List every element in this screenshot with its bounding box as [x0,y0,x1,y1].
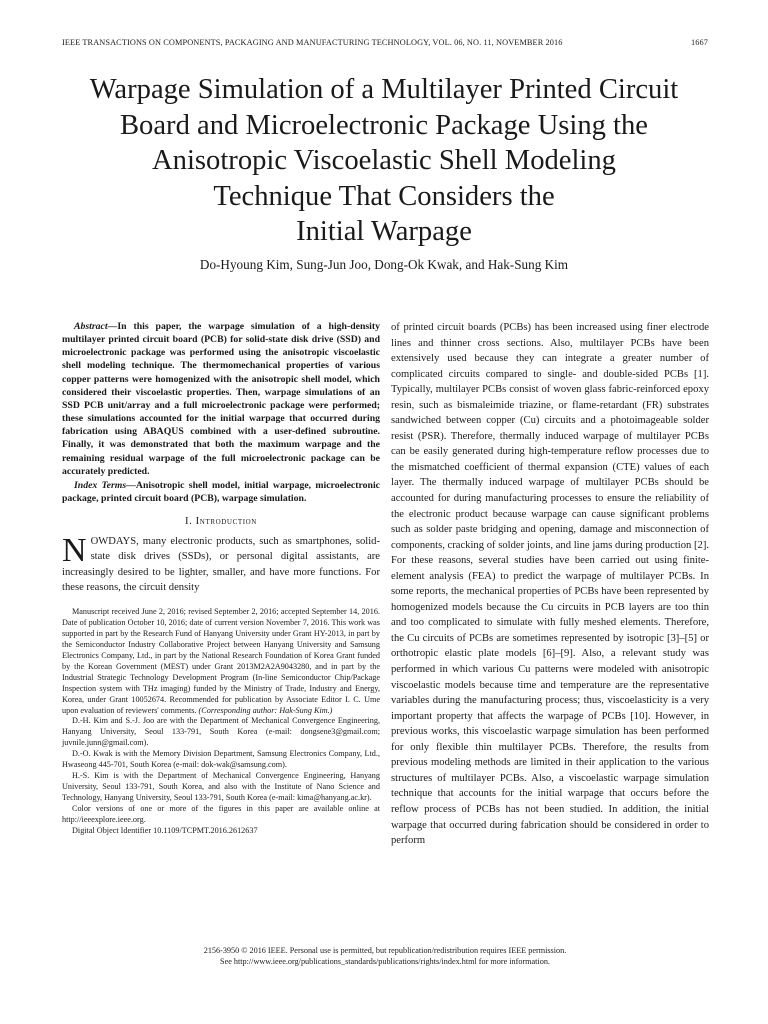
left-column [62,320,380,837]
section-numeral: I. [185,516,196,528]
footnote-doi: Digital Object Identifier 10.1109/TCPMT.2016.2612637 [72,825,258,835]
body-paragraph: of printed circuit boards (PCBs) has been increased using finer electrode lines and thinner cross sections. Also, multilayer PCBs have been extensively used because they can integrate a greater number of complicated circuits compared to single- and double-sided PCBs [1]. Typically, multilayer PCBs consist of woven glass fabric-reinforced epoxy resin, such as bismaleimide triazine, or flame-retardant (FR) substrates sandwiched between copper (Cu) circuits and a photoimageable solder resist (PSR). Therefore, thermally induced warpage of multilayer PCBs can be easily generated during high-temperature reflow processes due to the mismatched coefficient of thermal expansion (CTE) values of each layer. The thermally induced warpage of multilayer PCBs should be accounted for during manufacturing processes to ensure the reliability of the electronic product because warpage can cause significant problems such as solder paste bridging and opening, damage and misconnection of components, cracking of solder joints, and line jams during production [2]. For these reasons, several studies have been carried out using finite-element analysis (FEA) to predict the warpage of multilayer PCBs. In some reports, the mechanical properties of PCBs have been represented by homogenized models because the Cu circuits in PCB layers are too thin and too complicated to simulate with fully meshed elements. Therefore, the Cu circuits of PCBs are sometimes represented by isotropic [3]–[5] or orthotropic elastic plate models [6]–[9]. Also, a relevant study was performed in which various Cu patterns were modeled with anisotropic viscoelastic models because time and temperature are the representative variables during the manufacturing process; thus, viscoelasticity is a very important property that affects the warpage of PCBs [10]. However, in previous works, this viscoelastic warpage simulation has been performed for only flexible thin multilayer PCBs. Therefore, the results from previous modeling methods are limited in their application to the various structures of multilayer PCBs. Also, a viscoelastic warpage simulation technique that accounts for the initial warpage that occurs before the reflow process of PCBs has not been studied. In addition, the initial warpage that occurred during fabrication should be considered in order to perform [391,322,709,847]
intro-paragraph [62,531,380,596]
first-word: OWDAYS, [90,535,139,547]
title-line: Initial Warpage [296,216,472,247]
title-line: Board and Microelectronic Package Using the [119,109,648,141]
copyright-line: 2156-3950 © 2016 IEEE. Personal use is permitted, but republication/redistribution requires IEEE permission. [203,946,567,955]
author-list: Do-Hyoung Kim, Sung-Jun Joo, Dong-Ok Kwak, and Hak-Sung Kim [199,257,569,272]
footnotes [62,607,380,837]
footnote-affiliation: H.-S. Kim is with the Department of Mechanical Convergence Engineering, Hanyang University, Seoul 133-791, South Korea, and also with the Institute of Nano Science and Technology, Hanyang University, Seoul 133-791, South Korea (e-mail: kima@hanyang.ac.kr). [62,771,380,803]
index-terms-text: Anisotropic shell model, initial warpage, microelectronic package, printed circuit board (PCB), warpage simulation. [62,479,380,505]
footnote-affiliation: D.-O. Kwak is with the Memory Division Department, Samsung Electronics Company, Ltd., Hwaseong 445-701, South Korea (e-mail: dok-wak@samsung.com). [62,749,380,770]
right-column [391,320,709,849]
index-terms [62,479,380,505]
drop-cap: N [62,531,87,569]
footnote-color: Color versions of one or more of the figures in this paper are available online at http://ieeexplore.ieee.org. [62,804,380,825]
abstract-text: In this paper, the warpage simulation of a high-density multilayer printed circuit board (PCB) for solid-state disk drive (SSD) and microelectronic package was performed using the anisotropic viscoelastic shell modeling technique. The thermomechanical properties of various copper patterns were homogenized with the anisotropic shell model, which considered their viscoelastic properties. Then, warpage simulations of an SSD PCB unit/array and a full microelectronic package were performed; these simulations accounted for the initial warpage that occurred during fabrication using ABAQUS combined with a user-defined subroutine. Finally, it was demonstrated that both the maximum warpage and the remaining residual warpage of the full microelectronic package can be accurately predicted. [62,321,380,477]
rights-link: See http://www.ieee.org/publications_standards/publications/rights/index.html for more information. [220,957,550,966]
section-heading [62,514,380,530]
journal-name: IEEE TRANSACTIONS ON COMPONENTS, PACKAGING AND MANUFACTURING TECHNOLOGY, VOL. 06, NO. 11, NOVEMBER 2016 [62,38,563,47]
footnote-affiliation: D.-H. Kim and S.-J. Joo are with the Department of Mechanical Convergence Engineering, Hanyang University, Seoul 133-791, South Korea (e-mail: dongsene3@gmail.com; juvnile.junn@gmail.com). [62,716,380,748]
corresponding-author: (Corresponding author: Hak-Sung Kim.) [198,705,333,715]
paper-title [40,72,728,250]
page-number: 1667 [691,38,708,47]
intro-text: many electronic products, such as smartphones, solid-state disk drives (SSDs), or personal digital assistants, are increasingly desired to be lighter, smaller, and have more functions. For these reasons, the circuit density [62,535,380,594]
title-line: Anisotropic Viscoelastic Shell Modeling [152,145,616,176]
section-title: Introduction [195,516,257,528]
running-head [62,38,708,52]
title-line: Warpage Simulation of a Multilayer Printed Circuit [89,74,679,105]
index-terms-label: Index Terms— [74,479,136,491]
copyright-notice [62,945,708,967]
title-line: Technique That Considers the [213,180,555,212]
abstract [62,320,380,478]
footnote-manuscript: Manuscript received June 2, 2016; revised September 2, 2016; accepted September 14, 2016. Date of publication October 10, 2016; date of current version November 7, 2016. This work was supported in part by the Research Fund of Hanyang University under Grant HY-2013, in part by the Semiconductor Industry Collaborative Project between Hanyang University and Samsung Electronics Company, Ltd., in part by the National Research Foundation of Korea Grant funded by the Korean Government (MEST) under Grant 2013M2A2A9043280, and in part by the Industrial Strategic Technology Development Program (In-line Semiconductor Chip/Package Inspection system with THz imaging) funded by the Ministry of Trade, Industry and Energy, Korea, under Grant 10052674. Recommended for publication by Associate Editor I. C. Ume upon evaluation of reviewers' comments. (Corresponding author: Hak-Sung Kim.) [62,606,380,715]
abstract-label: Abstract— [74,321,118,332]
